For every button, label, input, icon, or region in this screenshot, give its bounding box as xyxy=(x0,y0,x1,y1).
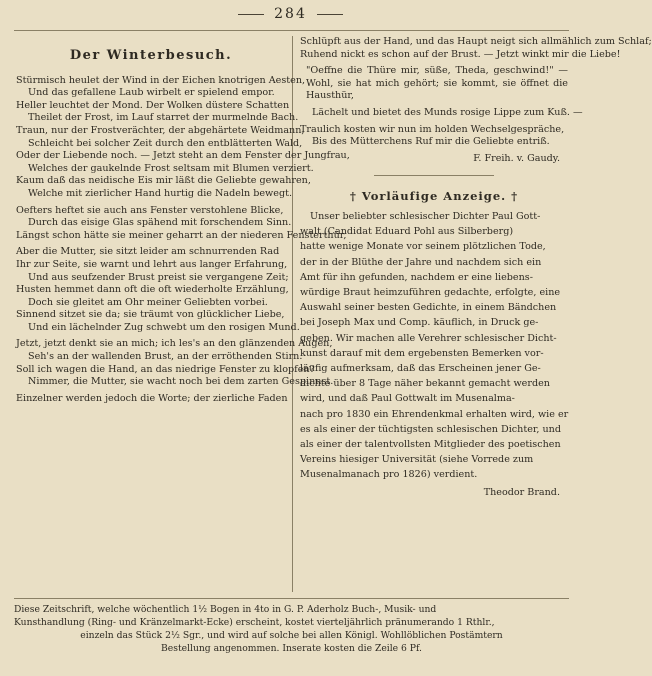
poem-line: Traun, nur der Frostverächter, der abgehärtete Weidmann, xyxy=(16,124,305,136)
poem-line: Sinnend sitzet sie da; sie träumt von glücklicher Liebe, xyxy=(16,309,285,321)
poem-line: Einzelner werden jedoch die Worte; der zierliche Faden xyxy=(16,392,288,404)
poem-line: Oder der Liebende noch. — Jetzt steht an dem Fenster der Jungfrau, xyxy=(16,150,350,162)
publication-footer xyxy=(14,598,569,655)
poem-line: Und aus seufzender Brust preist sie vergangene Zeit; xyxy=(28,271,289,283)
notice-line: als einer der talentvollsten Mitglieder des poetischen xyxy=(300,438,561,450)
poem-signature: F. Freih. v. Gaudy. xyxy=(473,152,560,164)
page-number-text: 284 xyxy=(274,6,307,22)
poem-line: Husten hemmet dann oft die oft wiederholte Erzählung, xyxy=(16,284,289,296)
notice-line: Vereins hiesiger Universität (siehe Vorrede zum xyxy=(300,454,534,466)
poem-line: Längst schon hätte sie meiner geharrt an der niederen Fensterthür, xyxy=(16,229,347,241)
poem-lines-b xyxy=(300,36,652,165)
dash-left xyxy=(238,14,264,15)
poem-line: Doch sie gleitet am Ohr meiner Geliebten vorbei. xyxy=(28,296,268,308)
poem-line: Heller leuchtet der Mond. Der Wolken düstere Schatten xyxy=(16,99,290,111)
notice-line: Musenalmanach pro 1826) verdient. xyxy=(300,469,478,481)
poem-line: Nimmer, die Mutter, sie wacht noch bei dem zarten Gespinnst. xyxy=(28,376,334,388)
poem-line: Stürmisch heulet der Wind in der Eichen knotrigen Aesten, xyxy=(16,74,306,86)
footer-line: Diese Zeitschrift, welche wöchentlich 1½ Bogen in 4to in G. P. Aderholz Buch-, Musik- und xyxy=(14,604,437,615)
poem-line: Bis des Mütterchens Ruf mir die Geliebte entriß. xyxy=(312,136,550,148)
poem-line: Und ein lächelnder Zug schwebt um den rosigen Mund. xyxy=(28,321,300,333)
poem-line: Ruhend nickt es schon auf der Brust. — Jetzt winkt mir die Liebe! xyxy=(300,48,621,60)
notice-line: Unser beliebter schlesischer Dichter Paul Gott- xyxy=(310,210,541,222)
poem-line: Oefters heftet sie auch ans Fenster verstohlene Blicke, xyxy=(16,204,284,216)
dash-right xyxy=(317,14,343,15)
poem-title: Der Winterbesuch. xyxy=(69,48,233,63)
notice-line: hatte wenige Monate vor seinem plötzlichen Tode, xyxy=(300,241,546,253)
poem-line: Ihr zur Seite, sie warnt und lehrt aus langer Erfahrung, xyxy=(16,258,288,270)
notice-line: der in der Blüthe der Jahre und nachdem sich ein xyxy=(300,256,542,268)
poem-line: Jetzt, jetzt denkt sie an mich; ich les's an den glänzenden Augen, xyxy=(16,338,333,350)
poem-line: Theilet der Frost, im Lauf starret der murmelnde Bach. xyxy=(28,112,299,124)
page-number xyxy=(0,6,581,22)
notice-line: Amt für ihn gefunden, nachdem er eine liebens- xyxy=(300,271,533,283)
notice-line: läufig aufmerksam, daß das Erscheinen jener Ge- xyxy=(300,362,541,374)
notice-line: geben. Wir machen alle Verehrer schlesischer Dicht- xyxy=(300,332,557,344)
poem-line: Traulich kosten wir nun im holden Wechselgespräche, xyxy=(300,123,565,135)
footer-line: Kunsthandlung (Ring- und Kränzelmarkt-Ecke) erscheint, kostet vierteljährlich pränumerando 1 Rthlr., xyxy=(14,617,495,628)
notice-line: walt (Candidat Eduard Pohl aus Silberberg) xyxy=(300,226,514,238)
poem-line: Aber die Mutter, sie sitzt leider am schnurrenden Rad xyxy=(16,246,280,258)
poem-line: Lächelt und bietet des Munds rosige Lippe zum Kuß. — xyxy=(312,106,583,118)
notice-line: nach pro 1830 ein Ehrendenkmal erhalten wird, wie er xyxy=(300,408,569,420)
notice-title: † Vorläufige Anzeige. † xyxy=(349,189,519,204)
poem-line: Seh's an der wallenden Brust, an der erröthenden Stirn. xyxy=(28,351,303,363)
notice-line: Auswahl seiner besten Gedichte, in einem Bändchen xyxy=(300,302,557,314)
poem-line: Welches der gaukelnde Frost seltsam mit Blumen verziert. xyxy=(28,162,314,174)
top-rule xyxy=(14,30,569,31)
notice-line: würdige Braut heimzuführen gedachte, erfolgte, eine xyxy=(300,286,561,298)
footer-line: Bestellung angenommen. Inserate kosten die Zeile 6 Pf. xyxy=(161,643,422,654)
notice-signature: Theodor Brand. xyxy=(483,486,560,498)
notice-body xyxy=(300,209,568,483)
notice-line: wird, und daß Paul Gottwalt im Musenalma- xyxy=(300,393,515,405)
footer-line: einzeln das Stück 2½ Sgr., und wird auf solche bei allen Königl. Wohllöblichen Postämtern xyxy=(80,630,503,641)
right-column xyxy=(300,36,652,499)
notice-line: kunst darauf mit dem ergebensten Bemerken vor- xyxy=(300,347,544,359)
poem-line: Durch das eisige Glas spähend mit forschendem Sinn. xyxy=(28,217,292,229)
left-column xyxy=(16,36,350,405)
poem-line: Kaum daß das neidische Eis mir läßt die Geliebte gewahren, xyxy=(16,175,311,187)
notice-line: bei Joseph Max und Comp. käuflich, in Druck ge- xyxy=(300,317,539,329)
section-separator xyxy=(374,175,494,176)
poem-line: Soll ich wagen die Hand, an das niedrige Fenster zu klopfen? xyxy=(16,363,315,375)
notice-line: es als einer der tüchtigsten schlesischen Dichter, und xyxy=(300,423,562,435)
poem-line: Schlüpft aus der Hand, und das Haupt neigt sich allmählich zum Schlaf; xyxy=(300,36,652,47)
poem-line: Und das gefallene Laub wirbelt er spielend empor. xyxy=(28,87,275,99)
poem-lines-a xyxy=(16,74,350,406)
poem-line: "Oeffne die Thüre mir, süße, Theda, geschwind!" — Wohl, sie hat mich gehört; sie kommt, sie öffnet die Hausthür, xyxy=(306,65,568,102)
notice-line: dichte über 8 Tage näher bekannt gemacht werden xyxy=(300,378,550,390)
poem-line: Welche mit zierlicher Hand hurtig die Nadeln bewegt. xyxy=(28,187,292,199)
poem-line: Schleicht bei solcher Zeit durch den entblätterten Wald, xyxy=(28,137,303,149)
